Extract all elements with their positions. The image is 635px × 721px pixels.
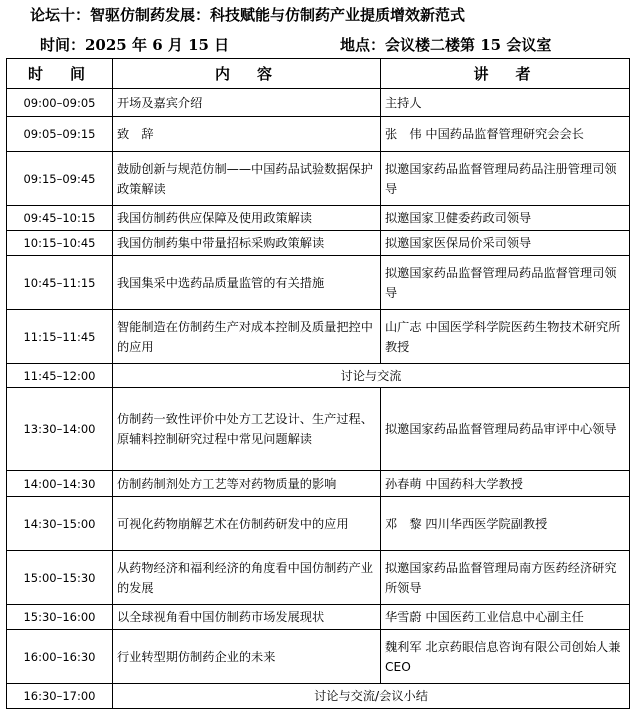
table-row	[7, 152, 630, 206]
table-row	[7, 89, 630, 117]
content-cell: 鼓励创新与规范仿制——中国药品试验数据保护政策解读	[113, 152, 381, 206]
merged-cell: 讨论与交流	[113, 364, 630, 388]
speaker-cell: 孙春萌 中国药科大学教授	[381, 471, 630, 497]
speaker-cell: 拟邀国家卫健委药政司领导	[381, 206, 630, 231]
speaker-cell: 山广志 中国医学科学院医药生物技术研究所教授	[381, 310, 630, 364]
time-cell: 15:30–16:00	[7, 605, 113, 630]
table-row	[7, 256, 630, 310]
time-cell: 16:00–16:30	[7, 630, 113, 684]
time-cell: 14:30–15:00	[7, 497, 113, 551]
table-header-row	[7, 59, 630, 89]
table-row	[7, 117, 630, 152]
content-cell: 仿制药一致性评价中处方工艺设计、生产过程、原辅料控制研究过程中常见问题解读	[113, 388, 381, 471]
merged-cell: 讨论与交流/会议小结	[113, 684, 630, 709]
time-cell: 10:15–10:45	[7, 231, 113, 256]
speaker-cell: 拟邀国家医保局价采司领导	[381, 231, 630, 256]
table-row	[7, 605, 630, 630]
time-cell: 09:45–10:15	[7, 206, 113, 231]
content-cell: 我国仿制药供应保障及使用政策解读	[113, 206, 381, 231]
event-location: 地点：会议楼二楼第 15 会议室	[340, 36, 552, 54]
content-cell: 仿制药制剂处方工艺等对药物质量的影响	[113, 471, 381, 497]
table-row	[7, 206, 630, 231]
time-cell: 14:00–14:30	[7, 471, 113, 497]
column-header-speaker: 讲 者	[381, 59, 630, 89]
time-cell: 11:15–11:45	[7, 310, 113, 364]
time-cell: 13:30–14:00	[7, 388, 113, 471]
time-cell: 16:30–17:00	[7, 684, 113, 709]
speaker-cell: 张 伟 中国药品监督管理研究会会长	[381, 117, 630, 152]
content-cell: 可视化药物崩解艺术在仿制药研发中的应用	[113, 497, 381, 551]
time-cell: 09:00–09:05	[7, 89, 113, 117]
table-row	[7, 684, 630, 709]
table-row	[7, 497, 630, 551]
table-row	[7, 310, 630, 364]
content-cell: 行业转型期仿制药企业的未来	[113, 630, 381, 684]
speaker-cell: 邓 黎 四川华西医学院副教授	[381, 497, 630, 551]
event-time: 时间：2025 年 6 月 15 日	[40, 36, 230, 54]
speaker-cell: 拟邀国家药品监督管理局药品审评中心领导	[381, 388, 630, 471]
time-cell: 09:15–09:45	[7, 152, 113, 206]
table-row	[7, 551, 630, 605]
table-row	[7, 231, 630, 256]
content-cell: 智能制造在仿制药生产对成本控制及质量把控中的应用	[113, 310, 381, 364]
table-row	[7, 364, 630, 388]
agenda-table	[6, 58, 630, 709]
speaker-cell: 拟邀国家药品监督管理局南方医药经济研究所领导	[381, 551, 630, 605]
speaker-cell: 魏利军 北京药眼信息咨询有限公司创始人兼 CEO	[381, 630, 630, 684]
content-cell: 开场及嘉宾介绍	[113, 89, 381, 117]
speaker-cell: 拟邀国家药品监督管理局药品注册管理司领导	[381, 152, 630, 206]
time-cell: 10:45–11:15	[7, 256, 113, 310]
column-header-time: 时 间	[7, 59, 113, 89]
content-cell: 致 辞	[113, 117, 381, 152]
time-cell: 11:45–12:00	[7, 364, 113, 388]
content-cell: 我国集采中选药品质量监管的有关措施	[113, 256, 381, 310]
table-row	[7, 471, 630, 497]
content-cell: 从药物经济和福利经济的角度看中国仿制药产业的发展	[113, 551, 381, 605]
time-cell: 09:05–09:15	[7, 117, 113, 152]
column-header-content: 内 容	[113, 59, 381, 89]
speaker-cell: 华雪蔚 中国医药工业信息中心副主任	[381, 605, 630, 630]
time-cell: 15:00–15:30	[7, 551, 113, 605]
table-row	[7, 630, 630, 684]
page-title: 论坛十：智驱仿制药发展：科技赋能与仿制药产业提质增效新范式	[30, 6, 466, 24]
speaker-cell: 主持人	[381, 89, 630, 117]
table-row	[7, 388, 630, 471]
content-cell: 我国仿制药集中带量招标采购政策解读	[113, 231, 381, 256]
content-cell: 以全球视角看中国仿制药市场发展现状	[113, 605, 381, 630]
speaker-cell: 拟邀国家药品监督管理局药品监督管理司领导	[381, 256, 630, 310]
